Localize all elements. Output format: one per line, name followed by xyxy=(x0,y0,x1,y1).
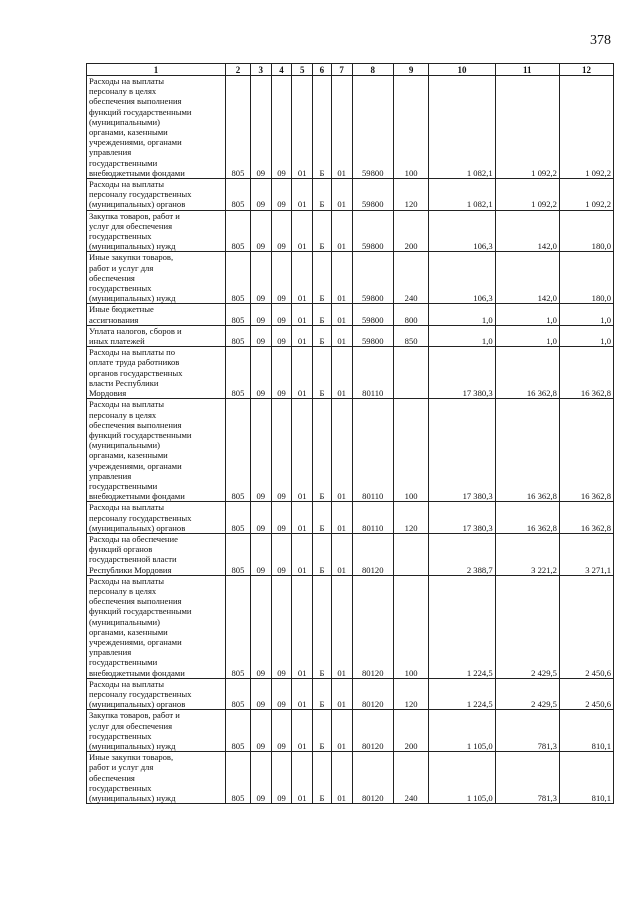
row-value-cell: 09 xyxy=(271,76,292,179)
row-value-cell: 1,0 xyxy=(495,325,559,346)
row-value-cell: 59800 xyxy=(352,325,393,346)
row-value-cell: 09 xyxy=(271,710,292,752)
row-value-cell: 80110 xyxy=(352,502,393,534)
row-value-cell: Б xyxy=(313,304,332,325)
table-row xyxy=(87,678,614,710)
row-value-cell: 1,0 xyxy=(559,325,613,346)
row-value-cell: 01 xyxy=(292,325,313,346)
row-name-cell: Расходы на выплаты персоналу государственных (муниципальных) органов xyxy=(87,678,226,710)
row-value-cell: Б xyxy=(313,575,332,678)
row-value-cell: 1 224,5 xyxy=(429,678,495,710)
row-value-cell: Б xyxy=(313,502,332,534)
row-value-cell: 01 xyxy=(331,533,352,575)
row-value-cell: 200 xyxy=(393,210,428,252)
row-value-cell: 805 xyxy=(226,210,251,252)
header-cell: 3 xyxy=(250,64,271,76)
row-value-cell: Б xyxy=(313,533,332,575)
row-value-cell: 17 380,3 xyxy=(429,347,495,399)
row-value-cell: 01 xyxy=(292,533,313,575)
row-value-cell: 16 362,8 xyxy=(495,347,559,399)
row-value-cell: 80120 xyxy=(352,752,393,804)
budget-table xyxy=(86,63,614,804)
row-value-cell: 142,0 xyxy=(495,252,559,304)
row-value-cell: 09 xyxy=(250,347,271,399)
row-value-cell: 09 xyxy=(250,179,271,211)
row-value-cell: 09 xyxy=(271,533,292,575)
row-value-cell: 01 xyxy=(331,710,352,752)
row-value-cell: 180,0 xyxy=(559,252,613,304)
row-value-cell: 01 xyxy=(331,752,352,804)
row-value-cell: 01 xyxy=(331,575,352,678)
table-row xyxy=(87,347,614,399)
row-value-cell: 3 221,2 xyxy=(495,533,559,575)
row-value-cell: 805 xyxy=(226,533,251,575)
row-value-cell: 120 xyxy=(393,179,428,211)
row-value-cell: 1 092,2 xyxy=(559,179,613,211)
row-value-cell: 01 xyxy=(331,76,352,179)
row-value-cell: 810,1 xyxy=(559,710,613,752)
row-value-cell: 200 xyxy=(393,710,428,752)
row-value-cell: 09 xyxy=(271,575,292,678)
row-value-cell: Б xyxy=(313,752,332,804)
row-name-cell: Иные закупки товаров, работ и услуг для обеспечения государственных (муниципальных) нужд xyxy=(87,252,226,304)
row-value-cell: 01 xyxy=(292,76,313,179)
row-value-cell: 09 xyxy=(250,210,271,252)
row-value-cell: 142,0 xyxy=(495,210,559,252)
row-value-cell: 09 xyxy=(271,399,292,502)
row-value-cell: 1,0 xyxy=(559,304,613,325)
row-value-cell: Б xyxy=(313,252,332,304)
row-value-cell: 09 xyxy=(250,575,271,678)
row-value-cell: 2 388,7 xyxy=(429,533,495,575)
row-value-cell: 805 xyxy=(226,752,251,804)
row-value-cell: 3 271,1 xyxy=(559,533,613,575)
row-value-cell: 1,0 xyxy=(429,304,495,325)
row-value-cell: 09 xyxy=(250,304,271,325)
row-value-cell: Б xyxy=(313,347,332,399)
row-value-cell: 17 380,3 xyxy=(429,502,495,534)
table-row xyxy=(87,575,614,678)
row-value-cell: 01 xyxy=(292,252,313,304)
row-value-cell: 01 xyxy=(331,304,352,325)
row-value-cell: 2 450,6 xyxy=(559,678,613,710)
row-value-cell: Б xyxy=(313,710,332,752)
table-row xyxy=(87,752,614,804)
row-value-cell: 100 xyxy=(393,76,428,179)
header-cell: 7 xyxy=(331,64,352,76)
table-row xyxy=(87,210,614,252)
table-row xyxy=(87,399,614,502)
row-value-cell: 01 xyxy=(292,304,313,325)
row-value-cell: 240 xyxy=(393,752,428,804)
row-value-cell: 805 xyxy=(226,678,251,710)
header-cell: 4 xyxy=(271,64,292,76)
row-value-cell: 2 429,5 xyxy=(495,678,559,710)
row-value-cell: 59800 xyxy=(352,252,393,304)
table-row xyxy=(87,252,614,304)
row-value-cell: Б xyxy=(313,210,332,252)
row-value-cell: Б xyxy=(313,399,332,502)
row-value-cell: 80110 xyxy=(352,399,393,502)
row-value-cell: 180,0 xyxy=(559,210,613,252)
row-value-cell: 120 xyxy=(393,678,428,710)
row-value-cell: 01 xyxy=(331,399,352,502)
row-value-cell: 01 xyxy=(331,252,352,304)
row-value-cell: 09 xyxy=(250,76,271,179)
row-value-cell: 09 xyxy=(250,325,271,346)
row-value-cell xyxy=(393,347,428,399)
row-value-cell: 805 xyxy=(226,179,251,211)
row-value-cell: 805 xyxy=(226,252,251,304)
header-cell: 5 xyxy=(292,64,313,76)
row-value-cell: 01 xyxy=(331,210,352,252)
row-value-cell: 805 xyxy=(226,399,251,502)
row-value-cell: 01 xyxy=(292,710,313,752)
row-value-cell: 16 362,8 xyxy=(559,502,613,534)
row-value-cell: 01 xyxy=(292,347,313,399)
row-value-cell: 240 xyxy=(393,252,428,304)
row-value-cell: 01 xyxy=(331,347,352,399)
row-value-cell: 01 xyxy=(292,210,313,252)
table-row xyxy=(87,502,614,534)
row-value-cell: 01 xyxy=(292,502,313,534)
row-value-cell: 01 xyxy=(331,325,352,346)
row-value-cell: 781,3 xyxy=(495,710,559,752)
row-value-cell: 09 xyxy=(250,710,271,752)
row-name-cell: Закупка товаров, работ и услуг для обеспечения государственных (муниципальных) нужд xyxy=(87,210,226,252)
row-value-cell: 80120 xyxy=(352,533,393,575)
row-value-cell: 01 xyxy=(292,399,313,502)
row-value-cell: 09 xyxy=(271,252,292,304)
row-value-cell xyxy=(393,533,428,575)
row-value-cell: 100 xyxy=(393,575,428,678)
row-value-cell: 850 xyxy=(393,325,428,346)
table-row xyxy=(87,533,614,575)
table-row xyxy=(87,76,614,179)
row-value-cell: 09 xyxy=(271,502,292,534)
row-value-cell: Б xyxy=(313,179,332,211)
row-value-cell: 16 362,8 xyxy=(559,347,613,399)
row-value-cell: 781,3 xyxy=(495,752,559,804)
row-value-cell: 805 xyxy=(226,347,251,399)
row-name-cell: Уплата налогов, сборов и иных платежей xyxy=(87,325,226,346)
row-value-cell: 01 xyxy=(292,179,313,211)
row-value-cell: 16 362,8 xyxy=(495,502,559,534)
row-value-cell: 59800 xyxy=(352,76,393,179)
row-name-cell: Расходы на выплаты персоналу государственных (муниципальных) органов xyxy=(87,502,226,534)
header-cell: 11 xyxy=(495,64,559,76)
row-value-cell: 1 092,2 xyxy=(495,76,559,179)
row-value-cell: 09 xyxy=(271,347,292,399)
row-value-cell: 17 380,3 xyxy=(429,399,495,502)
row-value-cell: 09 xyxy=(250,752,271,804)
row-value-cell: 59800 xyxy=(352,210,393,252)
row-value-cell: 80110 xyxy=(352,347,393,399)
row-value-cell: 09 xyxy=(250,678,271,710)
table-header-row xyxy=(87,64,614,76)
row-value-cell: 1 105,0 xyxy=(429,752,495,804)
row-value-cell: 09 xyxy=(271,325,292,346)
header-cell: 10 xyxy=(429,64,495,76)
row-value-cell: 1,0 xyxy=(429,325,495,346)
row-value-cell: 1 105,0 xyxy=(429,710,495,752)
row-name-cell: Расходы на выплаты персоналу в целях обеспечения выполнения функций государственными (муниципальными) органами, казенными учреждениями, органами управления государственными внебюджетными фондами xyxy=(87,76,226,179)
header-cell: 1 xyxy=(87,64,226,76)
row-name-cell: Расходы на выплаты персоналу в целях обеспечения выполнения функций государственными (муниципальными) органами, казенными учреждениями, органами управления государственными внебюджетными фондами xyxy=(87,399,226,502)
header-cell: 9 xyxy=(393,64,428,76)
header-cell: 6 xyxy=(313,64,332,76)
page-number: 378 xyxy=(590,33,611,48)
row-name-cell: Расходы на выплаты персоналу в целях обеспечения выполнения функций государственными (муниципальными) органами, казенными учреждениями, органами управления государственными внебюджетными фондами xyxy=(87,575,226,678)
row-value-cell: 1 224,5 xyxy=(429,575,495,678)
table-row xyxy=(87,710,614,752)
row-value-cell: 09 xyxy=(250,252,271,304)
row-value-cell: 1,0 xyxy=(495,304,559,325)
row-value-cell: 09 xyxy=(271,752,292,804)
row-value-cell: 1 082,1 xyxy=(429,76,495,179)
row-value-cell: 80120 xyxy=(352,678,393,710)
row-value-cell: 01 xyxy=(331,502,352,534)
row-value-cell: 120 xyxy=(393,502,428,534)
row-value-cell: 2 450,6 xyxy=(559,575,613,678)
row-name-cell: Расходы на обеспечение функций органов государственной власти Республики Мордовия xyxy=(87,533,226,575)
row-value-cell: 01 xyxy=(292,752,313,804)
row-value-cell: 805 xyxy=(226,325,251,346)
row-value-cell: 805 xyxy=(226,575,251,678)
row-value-cell: Б xyxy=(313,678,332,710)
row-value-cell: 1 092,2 xyxy=(495,179,559,211)
table-row xyxy=(87,325,614,346)
row-value-cell: 1 092,2 xyxy=(559,76,613,179)
row-value-cell: Б xyxy=(313,76,332,179)
table-body xyxy=(87,76,614,804)
row-value-cell: 805 xyxy=(226,76,251,179)
row-value-cell: 2 429,5 xyxy=(495,575,559,678)
row-name-cell: Иные бюджетные ассигнования xyxy=(87,304,226,325)
row-value-cell: 09 xyxy=(271,210,292,252)
row-value-cell: 805 xyxy=(226,710,251,752)
row-value-cell: 16 362,8 xyxy=(559,399,613,502)
row-value-cell: Б xyxy=(313,325,332,346)
row-value-cell: 1 082,1 xyxy=(429,179,495,211)
header-cell: 2 xyxy=(226,64,251,76)
row-value-cell: 09 xyxy=(250,502,271,534)
row-value-cell: 01 xyxy=(292,575,313,678)
header-cell: 12 xyxy=(559,64,613,76)
row-value-cell: 100 xyxy=(393,399,428,502)
table-row xyxy=(87,304,614,325)
row-name-cell: Иные закупки товаров, работ и услуг для обеспечения государственных (муниципальных) нужд xyxy=(87,752,226,804)
row-value-cell: 09 xyxy=(250,399,271,502)
row-value-cell: 09 xyxy=(271,304,292,325)
row-value-cell: 800 xyxy=(393,304,428,325)
row-value-cell: 805 xyxy=(226,502,251,534)
row-value-cell: 01 xyxy=(331,179,352,211)
row-value-cell: 106,3 xyxy=(429,252,495,304)
row-value-cell: 810,1 xyxy=(559,752,613,804)
row-value-cell: 09 xyxy=(271,678,292,710)
row-value-cell: 01 xyxy=(292,678,313,710)
row-name-cell: Расходы на выплаты персоналу государственных (муниципальных) органов xyxy=(87,179,226,211)
row-value-cell: 01 xyxy=(331,678,352,710)
row-name-cell: Закупка товаров, работ и услуг для обеспечения государственных (муниципальных) нужд xyxy=(87,710,226,752)
row-value-cell: 80120 xyxy=(352,575,393,678)
header-cell: 8 xyxy=(352,64,393,76)
row-value-cell: 09 xyxy=(250,533,271,575)
row-name-cell: Расходы на выплаты по оплате труда работников органов государственных власти Республики Мордовия xyxy=(87,347,226,399)
row-value-cell: 09 xyxy=(271,179,292,211)
row-value-cell: 59800 xyxy=(352,304,393,325)
row-value-cell: 106,3 xyxy=(429,210,495,252)
row-value-cell: 16 362,8 xyxy=(495,399,559,502)
table-row xyxy=(87,179,614,211)
row-value-cell: 59800 xyxy=(352,179,393,211)
row-value-cell: 80120 xyxy=(352,710,393,752)
row-value-cell: 805 xyxy=(226,304,251,325)
